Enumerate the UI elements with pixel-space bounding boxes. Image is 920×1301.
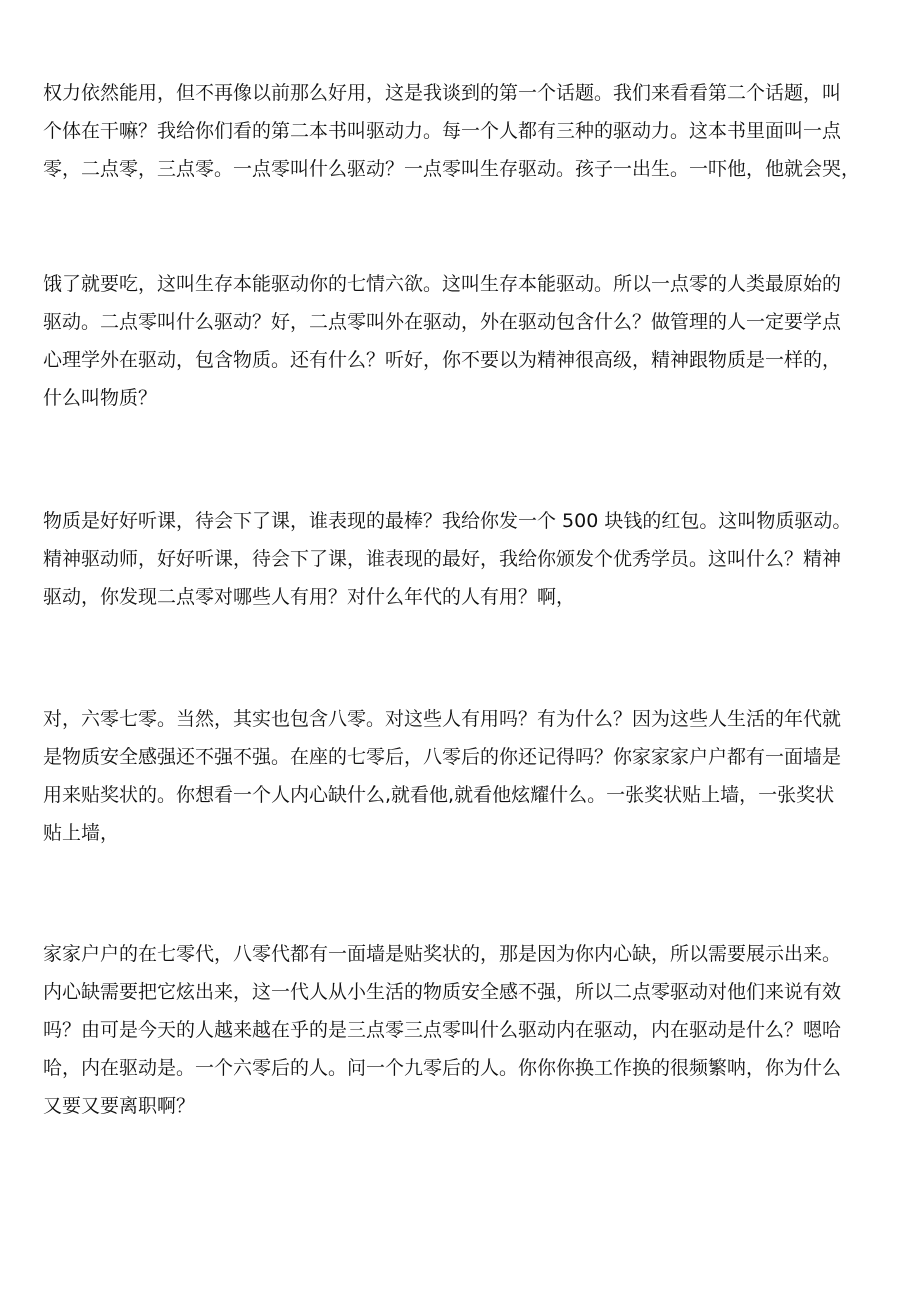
text-line: 驱动，你发现二点零对哪些人有用？对什么年代的人有用？啊， — [43, 586, 576, 608]
paragraph-5 — [43, 935, 893, 1125]
paragraph-4 — [43, 700, 893, 852]
text-line: 零，二点零，三点零。一点零叫什么驱动？一点零叫生存驱动。孩子一出生。一吓他，他就会哭， — [43, 158, 861, 180]
text-line: 精神驱动师，好好听课，待会下了课，谁表现的最好，我给你颁发个优秀学员。这叫什么？精神 — [43, 548, 842, 570]
paragraph-1 — [43, 74, 893, 188]
text-line: 家家户户的在七零代，八零代都有一面墙是贴奖状的，那是因为你内心缺，所以需要展示出来。 — [43, 943, 842, 965]
text-line: 内心缺需要把它炫出来，这一代人从小生活的物质安全感不强，所以二点零驱动对他们来说有效 — [43, 981, 842, 1003]
text-line: 饿了就要吃，这叫生存本能驱动你的七情六欲。这叫生存本能驱动。所以一点零的人类最原始的 — [43, 273, 842, 295]
text-line: 什么叫物质？ — [43, 387, 158, 409]
text-line: 用来贴奖状的。你想看一个人内心缺什么,就看他,就看他炫耀什么。一张奖状贴上墙，一张奖状 — [43, 784, 835, 806]
text-line: 吗？由可是今天的人越来越在乎的是三点零三点零叫什么驱动内在驱动，内在驱动是什么？嗯哈 — [43, 1019, 842, 1041]
text-line: 贴上墙， — [43, 822, 120, 844]
text-line: 驱动。二点零叫什么驱动？好，二点零叫外在驱动，外在驱动包含什么？做管理的人一定要学点 — [43, 311, 842, 333]
text-line: 哈，内在驱动是。一个六零后的人。问一个九零后的人。你你你换工作换的很频繁呐，你为什么 — [43, 1057, 842, 1079]
text-line: 对，六零七零。当然，其实也包含八零。对这些人有用吗？有为什么？因为这些人生活的年代就 — [43, 708, 842, 730]
text-line: 权力依然能用，但不再像以前那么好用，这是我谈到的第一个话题。我们来看看第二个话题，叫 — [43, 82, 842, 104]
text-line: 物质是好好听课，待会下了课，谁表现的最棒？我给你发一个 500 块钱的红包。这叫物质驱动。 — [43, 510, 852, 532]
text-line: 是物质安全感强还不强不强。在座的七零后，八零后的你还记得吗？你家家家户户都有一面墙是 — [43, 746, 842, 768]
paragraph-2 — [43, 265, 893, 417]
paragraph-3 — [43, 502, 893, 616]
text-line: 心理学外在驱动，包含物质。还有什么？听好，你不要以为精神很高级，精神跟物质是一样的， — [43, 349, 842, 371]
text-line: 又要又要离职啊？ — [43, 1095, 196, 1117]
text-line: 个体在干嘛？我给你们看的第二本书叫驱动力。每一个人都有三种的驱动力。这本书里面叫一点 — [43, 120, 842, 142]
